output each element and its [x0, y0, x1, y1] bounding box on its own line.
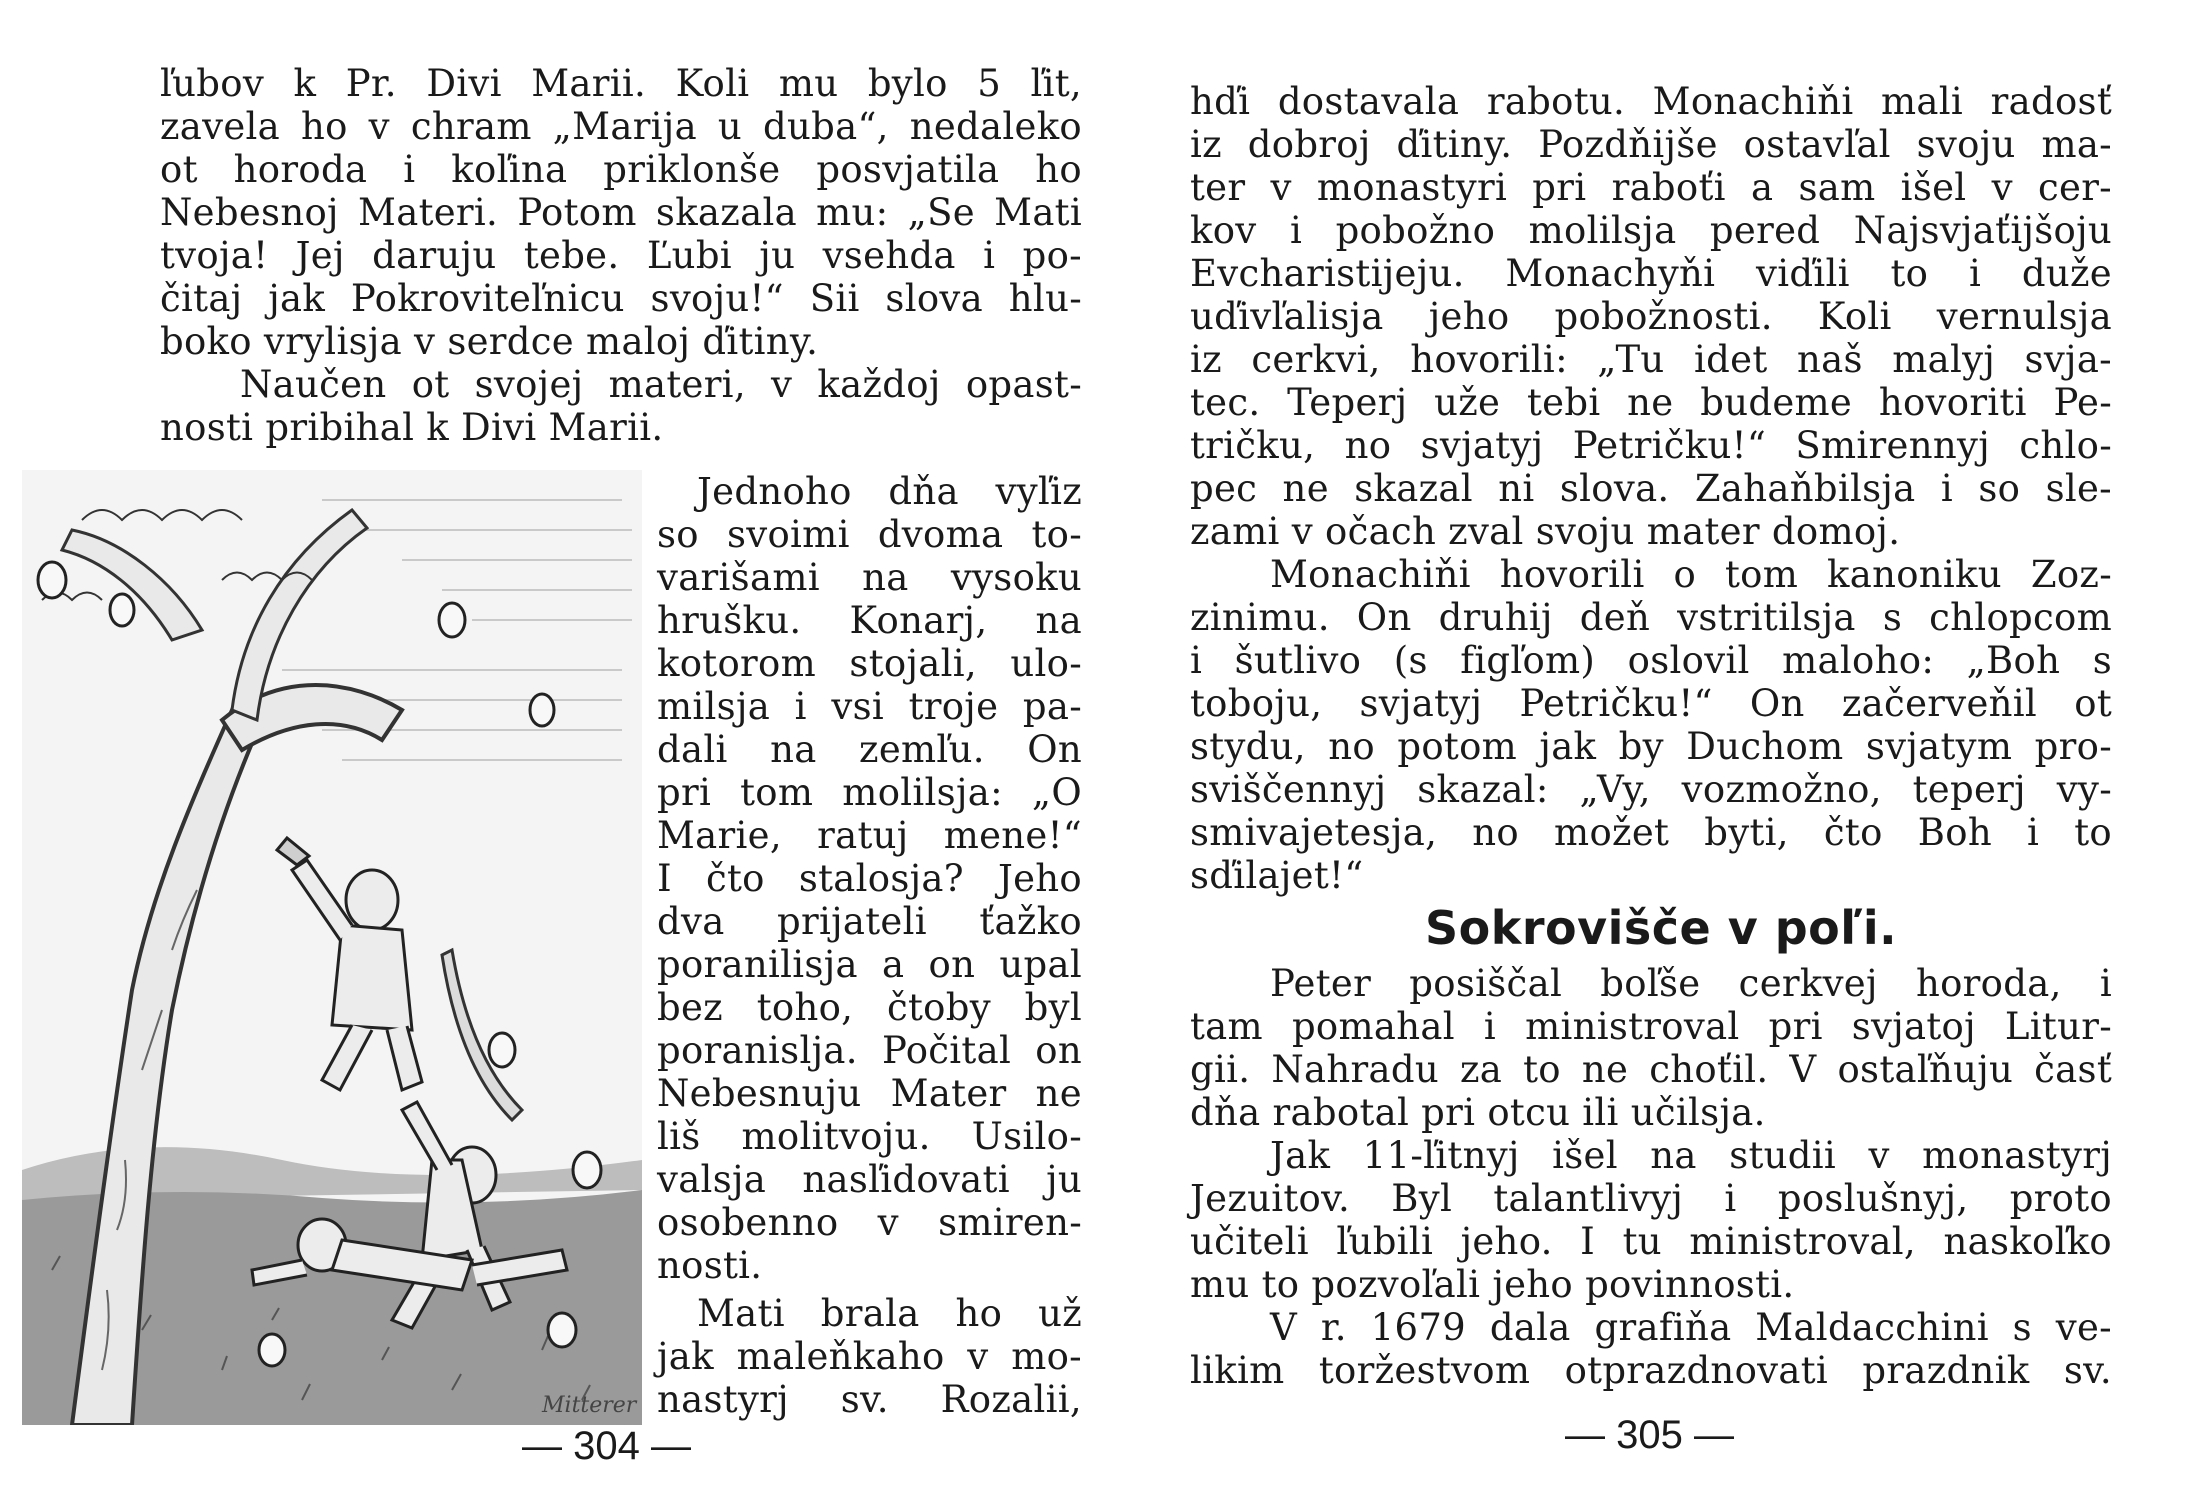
right-top-line: i šutlivo (s figľom) oslovil maloho: „Boh s: [1190, 639, 2112, 682]
right-top-line: kov i pobožno molilsja pered Najsvjaťijšoju: [1190, 209, 2112, 252]
column-line: Jednoho dňa vyľiz: [697, 470, 1082, 513]
right-top-line: tričku, no svjatyj Petričku!“ Smirennyj chlo-: [1190, 424, 2112, 467]
left-top-line: čitaj jak Pokroviteľnicu svoju!“ Sii slova hlu-: [160, 277, 1082, 320]
left-top-line: zavela ho v chram „Marija u duba“, nedaleko: [160, 105, 1082, 148]
left-top-line: Nebesnoj Materi. Potom skazala mu: „Se Mati: [160, 191, 1082, 234]
right-bottom-line: Jezuitov. Byl talantlivyj i poslušnyj, proto: [1190, 1177, 2112, 1220]
right-top-line: tec. Teperj uže tebi ne budeme hovoriti Pe-: [1190, 381, 2112, 424]
column-line: I čto stalosja? Jeho: [657, 857, 1082, 900]
column-line: jak maleňkaho v mo-: [657, 1335, 1082, 1378]
right-bottom-line: dňa rabotal pri otcu ili učilsja.: [1190, 1091, 1766, 1134]
column-line: poranilisja a on upal: [657, 943, 1082, 986]
right-top-line: pec ne skazal ni slova. Zahaňbilsja i so sle-: [1190, 467, 2112, 510]
left-top-line: tvoja! Jej daruju tebe. Ľubi ju vsehda i po-: [160, 234, 1082, 277]
page-number: — 304 —: [522, 1424, 691, 1468]
column-line: kotorom stojali, ulo-: [657, 642, 1082, 685]
right-top-line: sďilajet!“: [1190, 854, 1364, 897]
right-bottom-line: mu to pozvoľali jeho povinnosti.: [1190, 1263, 1795, 1306]
column-line: Nebesnuju Mater ne: [657, 1072, 1082, 1115]
left-top-line: boko vrylisja v serdce maloj ďitiny.: [160, 320, 819, 363]
column-line: liš molitvoju. Usilo-: [657, 1115, 1082, 1158]
left-top-line: Naučen ot svojej materi, v každoj opast-: [240, 363, 1082, 406]
column-line: valsja nasľidovati ju: [657, 1158, 1082, 1201]
right-top-line: iz dobroj ďitiny. Pozdňijše ostavľal svoju ma-: [1190, 123, 2112, 166]
illustration-signature: Mitterer: [542, 1393, 637, 1418]
column-line: nosti.: [657, 1244, 763, 1287]
right-bottom-line: učiteli ľubili jeho. I tu ministroval, naskoľko: [1190, 1220, 2112, 1263]
right-top-line: Monachiňi hovorili o tom kanoniku Zoz-: [1270, 553, 2112, 596]
column-line: dali na zemľu. On: [657, 728, 1082, 771]
right-top-line: toboju, svjatyj Petričku!“ On začerveňil ot: [1190, 682, 2112, 725]
right-top-line: iz cerkvi, hovorili: „Tu idet naš malyj svja-: [1190, 338, 2112, 381]
column-line: varišami na vysoku: [657, 556, 1082, 599]
column-line: Mati brala ho už: [697, 1292, 1082, 1335]
section-heading: Sokrovišče v poľi.: [1425, 901, 1898, 955]
falling-boys-illustration: [22, 470, 642, 1425]
column-line: so svoimi dvoma to-: [657, 513, 1082, 556]
right-bottom-line: Peter posiščal boľše cerkvej horoda, i: [1270, 962, 2112, 1005]
column-line: bez toho, čtoby byl: [657, 986, 1082, 1029]
column-line: dva prijateli ťažko: [657, 900, 1082, 943]
column-line: hrušku. Konarj, na: [657, 599, 1082, 642]
right-top-line: zinimu. On druhij deň vstritilsja s chlopcom: [1190, 596, 2112, 639]
left-top-line: ľubov k Pr. Divi Marii. Koli mu bylo 5 ľit,: [160, 62, 1082, 105]
column-line: nastyrj sv. Rozalii,: [657, 1378, 1082, 1421]
right-top-line: Evcharistijeju. Monachyňi viďili to i duže: [1190, 252, 2112, 295]
right-top-line: smivajetesja, no možet byti, čto Boh i to: [1190, 811, 2112, 854]
left-top-line: nosti pribihal k Divi Marii.: [160, 406, 664, 449]
right-bottom-line: Jak 11-ľitnyj išel na studii v monastyrj: [1270, 1134, 2112, 1177]
right-top-line: uďivľalisja jeho pobožnosti. Koli vernulsja: [1190, 295, 2112, 338]
right-top-line: stydu, no potom jak by Duchom svjatym pro-: [1190, 725, 2112, 768]
column-line: milsja i vsi troje pa-: [657, 685, 1082, 728]
right-top-line: hďi dostavala rabotu. Monachiňi mali radosť: [1190, 80, 2112, 123]
column-line: pri tom molilsja: „O: [657, 771, 1082, 814]
right-bottom-line: tam pomahal i ministroval pri svjatoj Litur-: [1190, 1005, 2112, 1048]
column-line: poranislja. Počital on: [657, 1029, 1082, 1072]
right-bottom-line: gii. Nahradu za to ne choťil. V ostaľňuju časť: [1190, 1048, 2112, 1091]
right-bottom-line: likim toržestvom otprazdnovati prazdnik sv.: [1190, 1349, 2112, 1392]
right-top-line: ter v monastyri pri raboťi a sam išel v cer-: [1190, 166, 2112, 209]
right-bottom-line: V r. 1679 dala grafiňa Maldacchini s ve-: [1270, 1306, 2112, 1349]
right-top-line: zami v očach zval svoju mater domoj.: [1190, 510, 1901, 553]
column-line: osobenno v smiren-: [657, 1201, 1082, 1244]
right-top-line: sviščennyj skazal: „Vy, vozmožno, teperj vy-: [1190, 768, 2112, 811]
left-top-line: ot horoda i koľina priklonše posvjatila ho: [160, 148, 1082, 191]
column-line: Marie, ratuj mene!“: [657, 814, 1082, 857]
page-number: — 305 —: [1565, 1413, 1734, 1457]
